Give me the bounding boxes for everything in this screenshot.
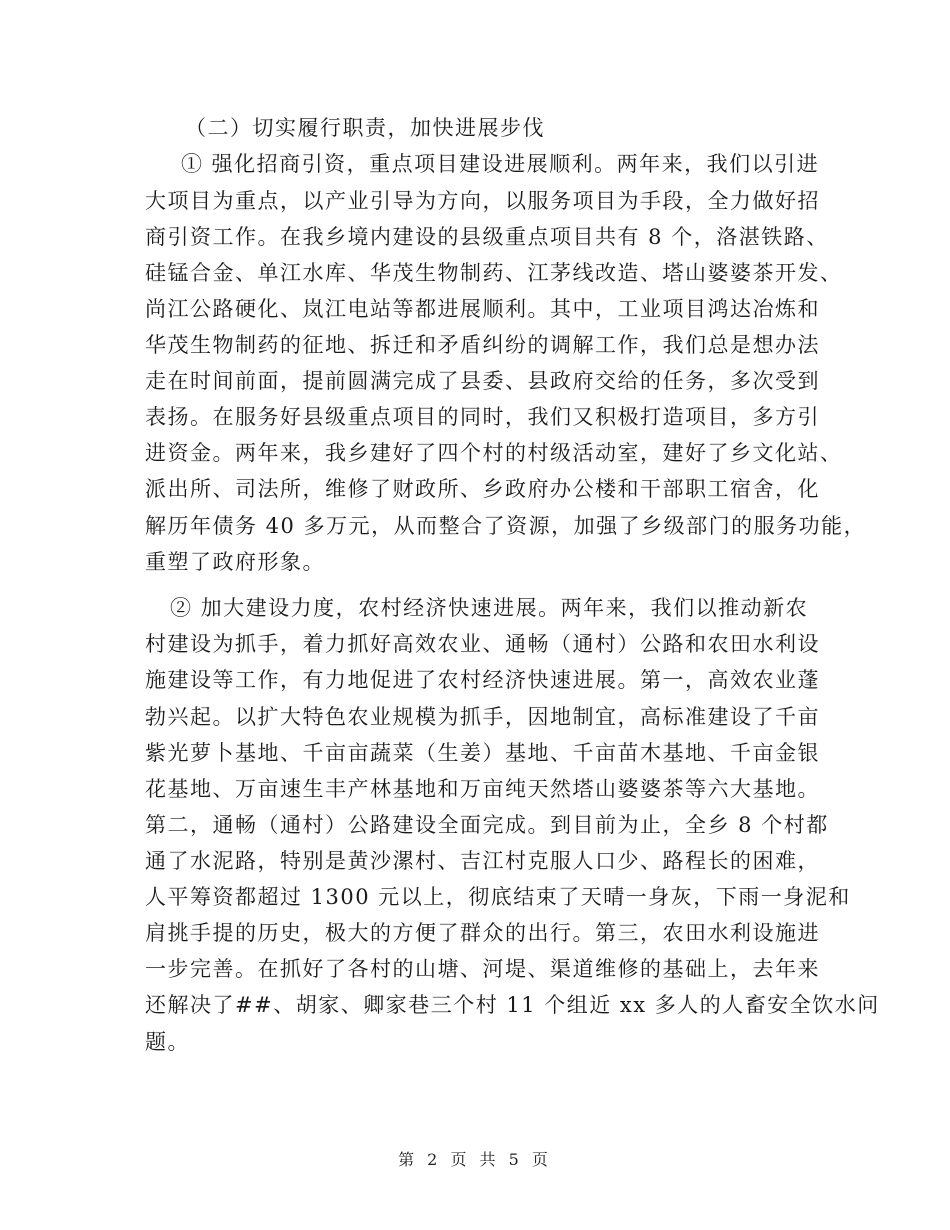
paragraph-line: 重塑了政府形象。 — [145, 550, 325, 574]
paragraph-line: 肩挑手提的历史，极大的方便了群众的出行。第三，农田水利设施进 — [145, 921, 820, 945]
paragraph-line: 通了水泥路，特别是黄沙漯村、吉江村克服人口少、路程长的困难， — [145, 849, 820, 873]
paragraph-line: 尚江公路硬化、岚江电站等都进展顺利。其中，工业项目鸿达冶炼和 — [145, 297, 820, 321]
paragraph-line: 硅锰合金、单江水库、华茂生物制药、江茅线改造、塔山婆婆茶开发、 — [145, 261, 843, 285]
paragraph-line: ② 加大建设力度，农村经济快速进展。两年来，我们以推动新农 — [170, 596, 809, 620]
paragraph-line: 花基地、万亩速生丰产林基地和万亩纯天然塔山婆婆茶等六大基地。 — [145, 777, 820, 801]
paragraph-line: 还解决了##、胡家、卿家巷三个村 11 个组近 xx 多人的人畜安全饮水问 — [145, 993, 880, 1017]
paragraph-line: ① 强化招商引资，重点项目建设进展顺利。两年来，我们以引进 — [181, 152, 820, 176]
paragraph-line: 进资金。两年来，我乡建好了四个村的村级活动室，建好了乡文化站、 — [145, 441, 843, 465]
paragraph-line: 大项目为重点，以产业引导为方向，以服务项目为手段，全力做好招 — [145, 189, 820, 213]
paragraph-line: 派出所、司法所，维修了财政所、乡政府办公楼和干部职工宿舍，化 — [145, 477, 820, 501]
page-footer: 第 2 页 共 5 页 — [398, 1150, 552, 1169]
section-heading: （二）切实履行职责，加快进展步伐 — [185, 116, 545, 140]
paragraph-line: 人平筹资都超过 1300 元以上，彻底结束了天晴一身灰，下雨一身泥和 — [145, 885, 851, 909]
paragraph-line: 勃兴起。以扩大特色农业规模为抓手，因地制宜，高标准建设了千亩 — [145, 705, 820, 729]
paragraph-line: 第二，通畅（通村）公路建设全面完成。到目前为止，全乡 8 个村都 — [145, 813, 829, 837]
paragraph-line: 华茂生物制药的征地、拆迁和矛盾纠纷的调解工作，我们总是想办法 — [145, 333, 820, 357]
paragraph-line: 表扬。在服务好县级重点项目的同时，我们又积极打造项目，多方引 — [145, 405, 820, 429]
paragraph-line: 商引资工作。在我乡境内建设的县级重点项目共有 8 个，洛湛铁路、 — [145, 225, 829, 249]
paragraph-line: 题。 — [145, 1030, 190, 1054]
paragraph-line: 一步完善。在抓好了各村的山塘、河堤、渠道维修的基础上，去年来 — [145, 957, 820, 981]
paragraph-line: 紫光萝卜基地、千亩亩蔬菜（生姜）基地、千亩苗木基地、千亩金银 — [145, 741, 820, 765]
paragraph-line: 解历年债务 40 多万元，从而整合了资源，加强了乡级部门的服务功能， — [145, 514, 867, 538]
paragraph-line: 村建设为抓手，着力抓好高效农业、通畅（通村）公路和农田水利设 — [145, 632, 820, 656]
paragraph-line: 施建设等工作，有力地促进了农村经济快速进展。第一，高效农业蓬 — [145, 668, 820, 692]
paragraph-line: 走在时间前面，提前圆满完成了县委、县政府交给的任务，多次受到 — [145, 369, 820, 393]
